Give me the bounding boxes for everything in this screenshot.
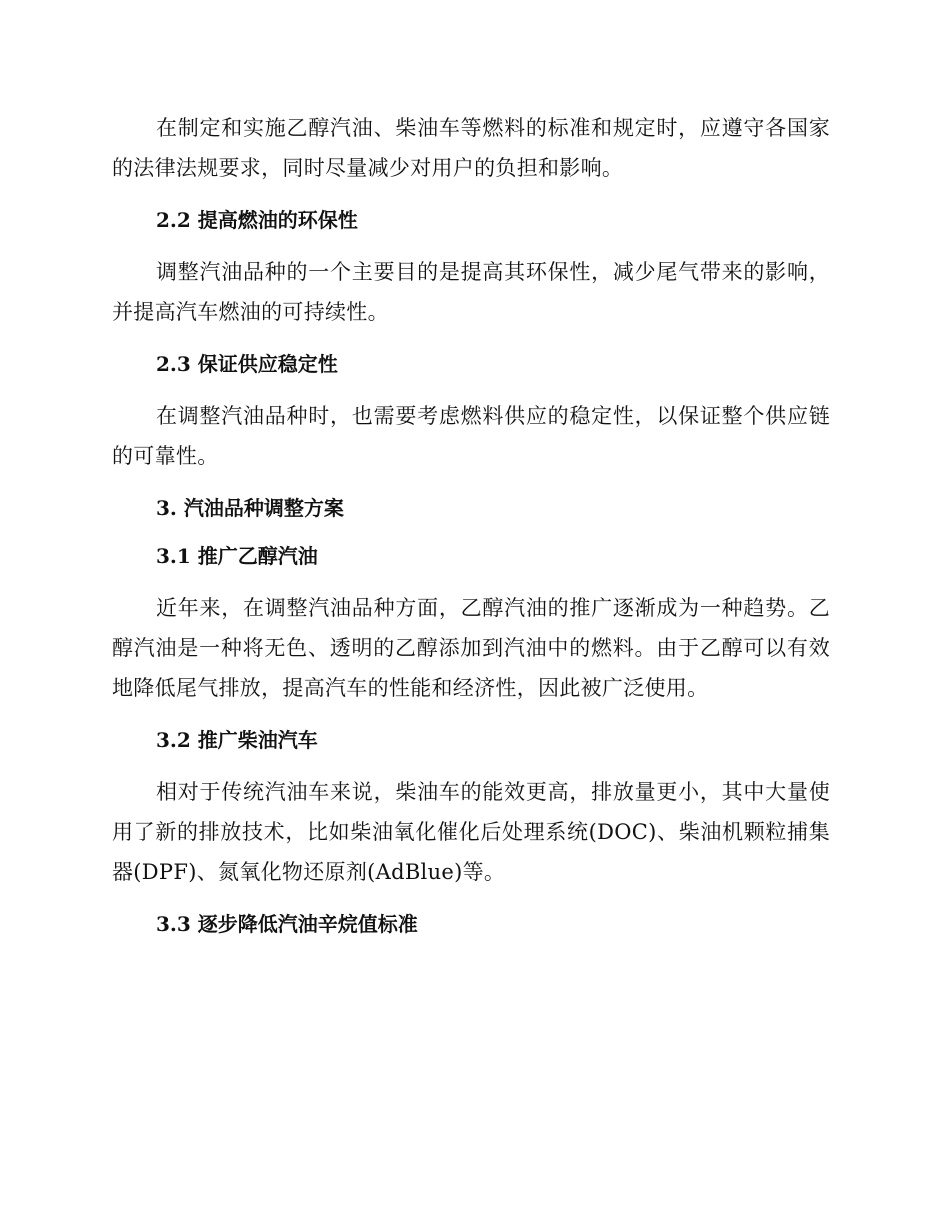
paragraph-ethanol: 近年来，在调整汽油品种方面，乙醇汽油的推广逐渐成为一种趋势。乙醇汽油是一种将无色、透明的乙醇添加到汽油中的燃料。由于乙醇可以有效地降低尾气排放，提高汽车的性能和经济性，因此被广泛使用。 xyxy=(112,596,830,700)
heading-3-3: 3.3 逐步降低汽油辛烷值标准 xyxy=(156,912,418,936)
document-page xyxy=(112,108,830,940)
paragraph-standards: 在制定和实施乙醇汽油、柴油车等燃料的标准和规定时，应遵守各国家的法律法规要求，同时尽量减少对用户的负担和影响。 xyxy=(112,116,830,180)
spacer xyxy=(112,524,830,540)
heading-2-2: 2.2 提高燃油的环保性 xyxy=(156,208,358,232)
spacer xyxy=(112,380,830,396)
heading-3: 3. 汽油品种调整方案 xyxy=(156,496,344,520)
spacer xyxy=(112,892,830,908)
spacer xyxy=(112,756,830,772)
spacer xyxy=(112,708,830,724)
spacer xyxy=(112,572,830,588)
spacer xyxy=(112,332,830,348)
heading-3-2: 3.2 推广柴油汽车 xyxy=(156,728,318,752)
paragraph-environment: 调整汽油品种的一个主要目的是提高其环保性，减少尾气带来的影响，并提高汽车燃油的可持续性。 xyxy=(112,260,830,324)
heading-3-1: 3.1 推广乙醇汽油 xyxy=(156,544,318,568)
heading-2-3: 2.3 保证供应稳定性 xyxy=(156,352,338,376)
spacer xyxy=(112,476,830,492)
paragraph-diesel: 相对于传统汽油车来说，柴油车的能效更高，排放量更小，其中大量使用了新的排放技术，比如柴油氧化催化后处理系统(DOC)、柴油机颗粒捕集器(DPF)、氮氧化物还原剂(AdBlue)等。 xyxy=(112,780,830,884)
spacer xyxy=(112,188,830,204)
paragraph-supply: 在调整汽油品种时，也需要考虑燃料供应的稳定性，以保证整个供应链的可靠性。 xyxy=(112,404,830,468)
spacer xyxy=(112,236,830,252)
